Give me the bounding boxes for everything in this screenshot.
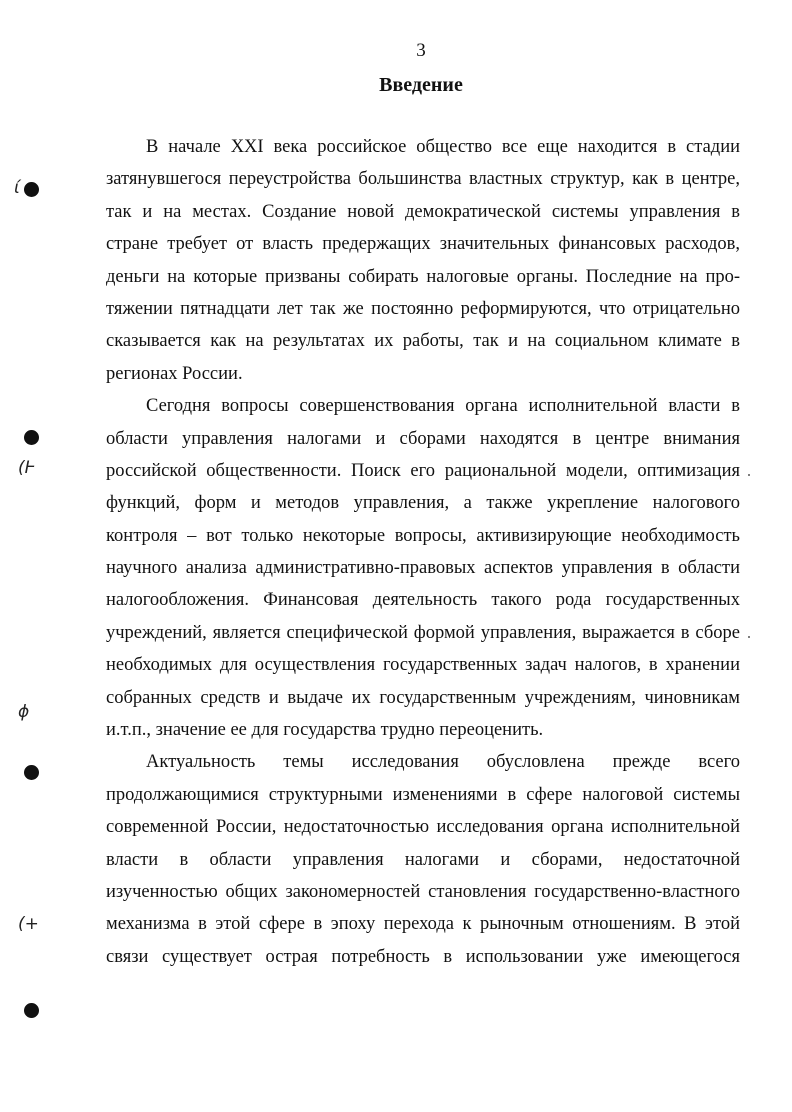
text-line: механизма в этой сфере в эпоху перехода к рыночным отношениям. В этой bbox=[106, 914, 740, 935]
text-line: Актуальность темы исследования обусловлена прежде всего bbox=[146, 752, 740, 773]
text-line: области управления налогами и сборами находятся в центре внимания bbox=[106, 428, 740, 449]
text-line: деньги на которые призваны собирать налоговые органы. Последние на про- bbox=[106, 266, 740, 287]
text-line: Сегодня вопросы совершенствования органа исполнительной власти в bbox=[146, 396, 740, 417]
text-line: власти в области управления налогами и сборами, недостаточной bbox=[106, 849, 740, 870]
text-line: так и на местах. Создание новой демократической системы управления в bbox=[106, 201, 740, 222]
text-line: продолжающимися структурными изменениями в сфере налоговой системы bbox=[106, 784, 740, 805]
text-line: тяжении пятнадцати лет так же постоянно реформируются, что отрицательно bbox=[106, 298, 740, 319]
page-number: 3 bbox=[416, 40, 426, 61]
margin-speck bbox=[748, 636, 750, 638]
punch-hole bbox=[24, 182, 39, 197]
text-line: функций, форм и методов управления, а также укрепление налогового bbox=[106, 493, 740, 514]
punch-hole bbox=[24, 1003, 39, 1018]
text-line: налогообложения. Финансовая деятельность такого рода государственных bbox=[106, 590, 740, 611]
margin-mark: ϕ bbox=[18, 702, 30, 722]
text-line: современной России, недостаточностью исследования органа исполнительной bbox=[106, 817, 740, 838]
text-line: стране требует от власть предержащих значительных финансовых расходов, bbox=[106, 234, 740, 255]
text-line: российской общественности. Поиск его рациональной модели, оптимизация bbox=[106, 460, 740, 481]
margin-speck bbox=[748, 474, 750, 476]
body-text bbox=[106, 131, 740, 973]
punch-hole bbox=[24, 430, 39, 445]
text-line: сказывается как на результатах их работы, так и на социальном климате в bbox=[106, 331, 740, 352]
text-line: научного анализа административно-правовых аспектов управления в области bbox=[106, 558, 740, 579]
text-line: учреждений, является специфической формой управления, выражается в сборе bbox=[106, 622, 740, 643]
margin-mark: (Ͱ bbox=[18, 458, 36, 478]
margin-mark: ί bbox=[14, 178, 20, 198]
text-line: В начале XXI века российское общество все еще находится в стадии bbox=[146, 137, 740, 157]
margin-mark: (+ bbox=[18, 914, 39, 934]
text-line: собранных средств и выдаче их государственным учреждениям, чиновникам bbox=[106, 687, 740, 708]
page-title: Введение bbox=[379, 74, 463, 96]
punch-hole bbox=[24, 765, 39, 780]
text-line: регионах России. bbox=[106, 363, 243, 384]
text-line: контроля – вот только некоторые вопросы, активизирующие необходимость bbox=[106, 525, 740, 546]
text-line: необходимых для осуществления государственных задач налогов, в хранении bbox=[106, 655, 740, 676]
text-line: и.т.п., значение ее для государства трудно переоценить. bbox=[106, 720, 544, 741]
text-line: связи существует острая потребность в использовании уже имеющегося bbox=[106, 946, 740, 967]
text-line: изученностью общих закономерностей становления государственно-властного bbox=[106, 881, 740, 902]
text-line: затянувшегося переустройства большинства властных структур, как в центре, bbox=[106, 169, 740, 190]
